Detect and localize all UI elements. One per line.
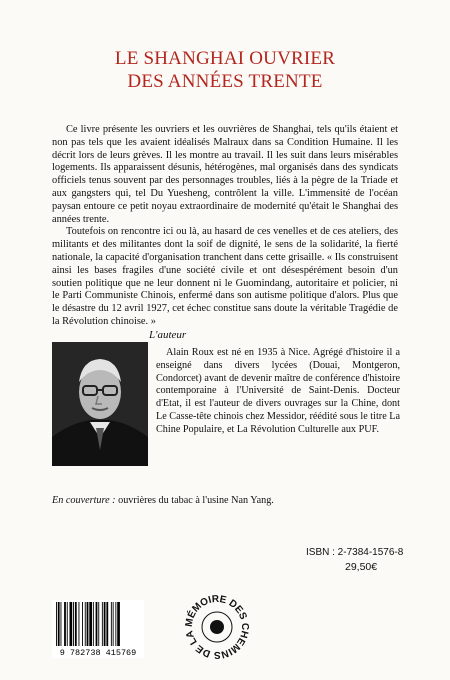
cover-credit [52,495,274,506]
publisher-seal-logo [180,590,254,664]
price: 29,50€ [345,561,378,573]
cover-credit-label: En couverture : [52,495,116,506]
author-bio [156,347,400,437]
author-photo [52,342,148,466]
back-cover-summary [52,124,398,329]
book-title-line-1: LE SHANGHAI OUVRIER [114,48,336,69]
book-title-line-2: DES ANNÉES TRENTE [127,71,323,92]
author-heading: L'auteur [149,329,187,341]
cover-credit-text: ouvrières du tabac à l'usine Nan Yang. [115,495,274,506]
seal-text: MÉMOIRE DES CHEMINS DE LA [183,593,251,661]
summary-paragraph-2: Toutefois on rencontre ici ou là, au hasard de ces venelles et de ces ateliers, des militants et des militantes dont la soif de dignité, le sens de la solidarité, la fierté nationale, la capacité d'organisation tranchent dans cette grisaille. « Ils construisent ainsi les bases fragiles d'une société civile et ont désespérément besoin d'un soutien politique que ne leur donnent ni le Guomindang, autoritaire et policier, ni le Parti Communiste Chinois, enfermé dans son autisme politique d'alors. Plus que le désastre du 12 avril 1927, cet échec constitue sans doute la véritable Tragédie de la Révolution chinoise. » [52,226,398,327]
isbn: ISBN : 2-7384-1576-8 [306,547,404,558]
barcode-digits: 9 782738 415769 [59,648,137,658]
summary-paragraph-1: Ce livre présente les ouvriers et les ouvrières de Shanghai, tels qu'ils étaient et non pas tels que les avaient idéalisés Malraux dans sa Condition Humaine. Il les décrit lors de leurs grèves. Il les montre au travail. Il les suit dans leurs misérables logements. Ils apparaissent désunis, hétérogènes, mal organisés dans des syndicats officiels tenus souvent par des personnages troubles, liés à la pègre de la Triade et aux gangsters qui, tel Du Yuesheng, contrôlent la ville. L'immensité de l'océan paysan entoure ce petit noyau extraordinaire de modernité qu'était le Shanghai des années trente. [52,124,398,225]
barcode [52,600,144,658]
author-bio-text: Alain Roux est né en 1935 à Nice. Agrégé d'histoire il a enseigné dans divers lycées (Douai, Montgeron, Condorcet) avant de devenir maître de conférence d'histoire contemporaine à l'Université de Saint-Denis. Docteur d'Etat, il est l'auteur de divers ouvrages sur la Chine, dont Le Casse-tête chinois chez Messidor, réédité sous le titre La Chine Populaire, et La Révolution Culturelle aux PUF. [156,347,401,435]
